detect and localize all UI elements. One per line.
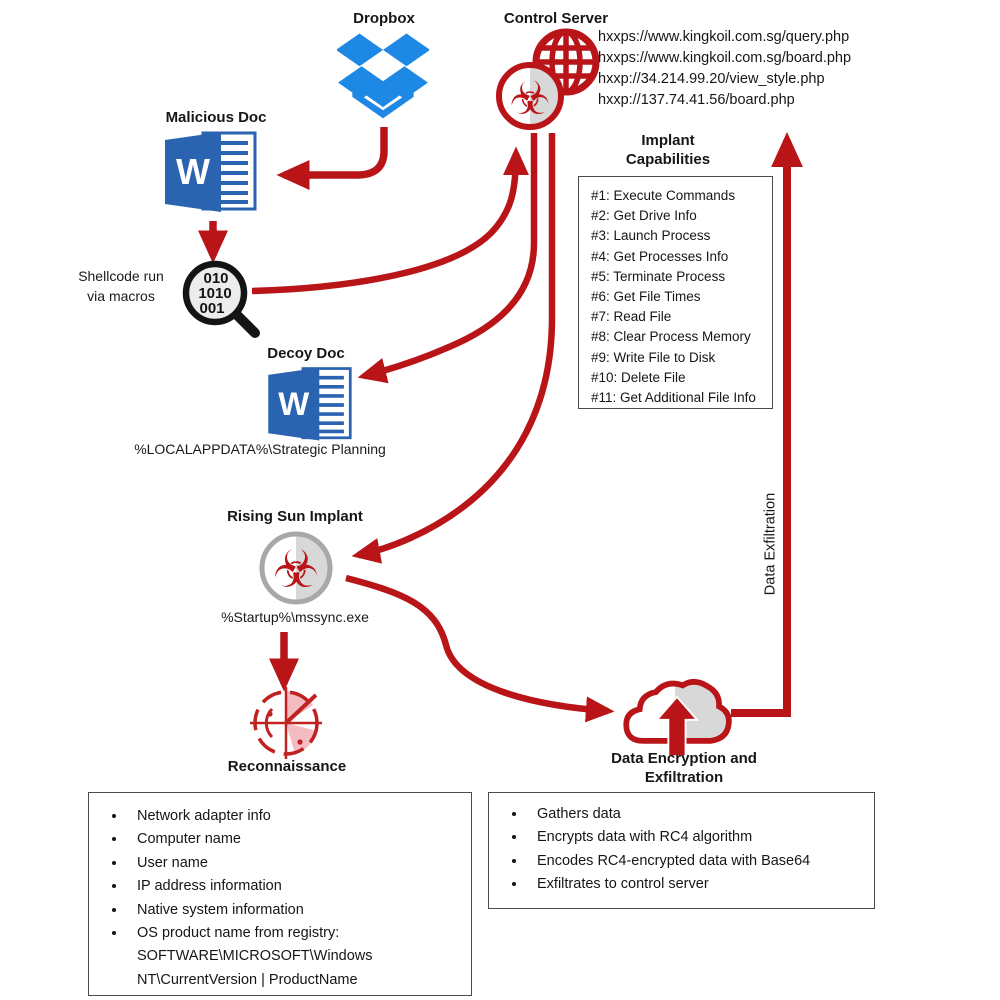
shellcode-label-line1: Shellcode run <box>78 268 164 284</box>
capability-item: #2: Get Drive Info <box>591 208 697 224</box>
svg-text:1010: 1010 <box>198 285 232 302</box>
encryption-item: • Exfiltrates to control server <box>527 873 864 896</box>
capability-item: #10: Delete File <box>591 369 686 385</box>
svg-text:☣: ☣ <box>509 71 551 125</box>
encryption-item: • Encrypts data with RC4 algorithm <box>527 826 864 849</box>
capability-item: #8: Clear Process Memory <box>591 329 751 345</box>
data-encryption-label-line1: Data Encryption and <box>611 750 757 767</box>
magnifier-binary-icon <box>178 260 268 348</box>
recon-item: • Computer name <box>127 828 461 851</box>
url-line: hxxps://www.kingkoil.com.sg/board.php <box>598 50 852 66</box>
decoy-doc-label: Decoy Doc <box>267 345 345 362</box>
reconnaissance-label: Reconnaissance <box>227 758 347 775</box>
recon-item: • Network adapter info <box>127 805 461 828</box>
arrow-dropbox-to-maliciousdoc <box>284 127 384 175</box>
recon-item: • User name <box>127 852 461 875</box>
word-doc-icon-malicious <box>163 127 263 219</box>
shellcode-label-line2: via macros <box>87 288 155 304</box>
recon-item: • OS product name from registry: SOFTWARE\MICROSOFT\Windows NT\CurrentVersion | ProductName <box>127 922 461 992</box>
svg-text:010: 010 <box>203 270 229 287</box>
control-server-icon <box>494 24 606 138</box>
implant-capabilities-box <box>578 176 773 409</box>
capability-item: #4: Get Processes Info <box>591 248 729 264</box>
capability-item: #5: Terminate Process <box>591 268 726 284</box>
url-line: hxxps://www.kingkoil.com.sg/query.php <box>598 29 850 45</box>
dropbox-label: Dropbox <box>353 10 415 27</box>
recon-item: • IP address information <box>127 875 461 898</box>
radar-icon <box>242 686 334 760</box>
reconnaissance-list <box>89 793 471 1000</box>
data-encryption-label-line2: Exfiltration <box>644 769 724 786</box>
data-encryption-list <box>489 793 874 905</box>
capability-item: #3: Launch Process <box>591 228 711 244</box>
cloud-upload-icon <box>618 672 734 760</box>
implant-capabilities-title-line2: Capabilities <box>625 151 711 168</box>
capability-item: #6: Get File Times <box>591 289 701 305</box>
svg-text:W: W <box>278 385 310 423</box>
data-exfiltration-label: Data Exfiltration <box>762 492 779 596</box>
capability-item: #7: Read File <box>591 309 672 325</box>
malicious-doc-label: Malicious Doc <box>165 109 267 126</box>
implant-capabilities-list <box>579 177 772 414</box>
shellcode-label <box>62 266 180 306</box>
word-doc-icon-decoy <box>266 364 358 446</box>
rising-sun-biohazard-icon <box>255 527 337 609</box>
reconnaissance-box <box>88 792 472 996</box>
capability-item: #9: Write File to Disk <box>591 349 716 365</box>
recon-item: • Native system information <box>127 899 461 922</box>
capability-item: #11: Get Additional File Info <box>591 390 756 406</box>
biohazard-icon <box>497 63 563 129</box>
encryption-item: • Gathers data <box>527 803 864 826</box>
control-server-urls <box>598 27 851 111</box>
url-line: hxxp://137.74.41.56/board.php <box>598 92 795 108</box>
decoy-doc-path: %LOCALAPPDATA%\Strategic Planning <box>134 441 386 457</box>
rising-sun-implant-label: Rising Sun Implant <box>227 508 363 525</box>
encryption-item: • Encodes RC4-encrypted data with Base64 <box>527 850 864 873</box>
control-server-label: Control Server <box>503 10 609 27</box>
data-encryption-box <box>488 792 875 909</box>
capability-item: #1: Execute Commands <box>591 188 736 203</box>
implant-capabilities-title-line1: Implant <box>641 132 695 149</box>
arrow-controlserver-to-decoydoc <box>364 133 534 376</box>
dropbox-icon <box>337 29 429 127</box>
svg-text:001: 001 <box>199 300 225 317</box>
arrow-implant-to-cloud <box>346 578 608 711</box>
url-line: hxxp://34.214.99.20/view_style.php <box>598 71 825 87</box>
implant-capabilities-title <box>592 131 744 169</box>
data-encryption-label <box>590 749 778 787</box>
svg-text:☣: ☣ <box>272 540 320 600</box>
rising-sun-path: %Startup%\mssync.exe <box>221 609 369 625</box>
svg-text:W: W <box>176 151 210 192</box>
